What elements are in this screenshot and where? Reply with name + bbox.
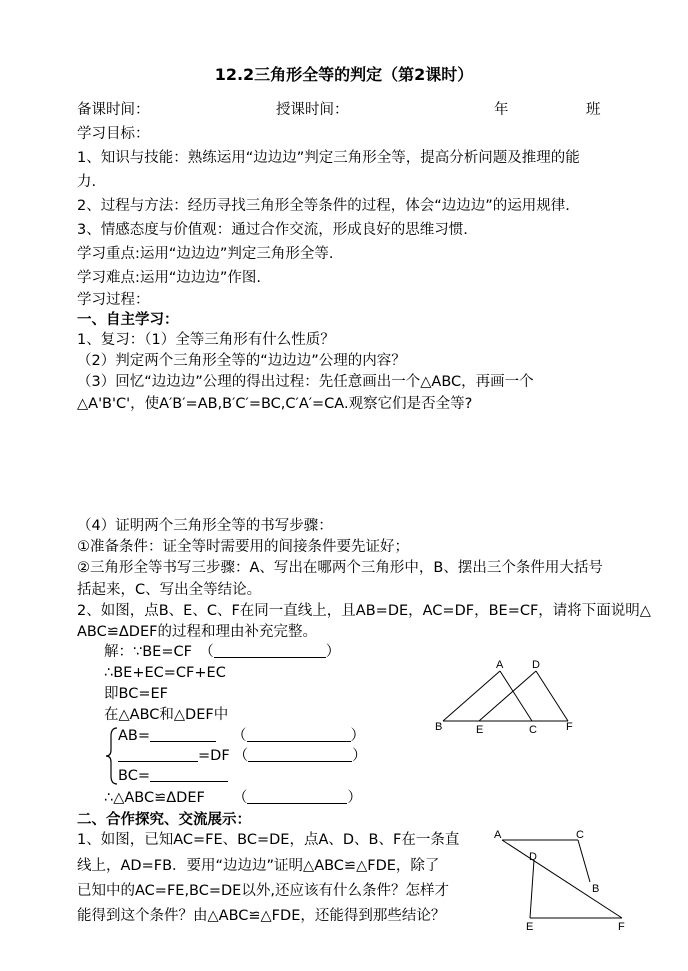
objective-3: 3、情感态度与价值观：通过合作交流，形成良好的思维习惯. (77, 222, 468, 238)
label-f: F (618, 921, 625, 933)
question-3-cont: △A'B'C'，使A′B′=AB,B′C′=BC,C′A′=CA.观察它们是否全等? (77, 396, 473, 412)
question-1: 1、复习：（1）全等三角形有什么性质？ (77, 332, 335, 348)
segment-cb (578, 840, 590, 882)
question-2: （2）判定两个三角形全等的“边边边”公理的内容？ (77, 353, 406, 369)
condition-1-label: AB= (118, 728, 151, 744)
label-d: D (529, 851, 537, 863)
conclusion-line (104, 788, 362, 808)
label-d: D (532, 659, 540, 671)
right-paren: ） (325, 644, 341, 660)
segment-af (502, 840, 622, 918)
label-c: C (576, 829, 584, 841)
solution-given: 解：∵BE=CF （ (104, 644, 214, 660)
section1-heading: 一、自主学习： (77, 312, 179, 328)
teach-time-label: 授课时间： (276, 102, 349, 118)
process-label: 学习过程： (77, 292, 150, 308)
conclusion: ∴△ABC≌ΔDEF (104, 790, 205, 806)
step-2-cont: 括起来，C、写出全等结论。 (77, 582, 262, 598)
key-point: 学习重点:运用“边边边”判定三角形全等. (77, 246, 334, 262)
left-paren: （ (232, 728, 247, 744)
class-label: 班 (586, 102, 601, 118)
condition-3 (118, 766, 228, 786)
condition-2-label: =DF (198, 748, 230, 764)
step-2: ②三角形全等书写三步骤：A、写出在哪两个三角形中，B、摆出三个条件用大括号 (77, 560, 603, 576)
question-4: （4）证明两个三角形全等的书写步骤： (77, 518, 333, 534)
condition-2 (118, 746, 367, 766)
condition-2-reason-blank[interactable] (248, 747, 352, 762)
label-c: C (529, 724, 537, 736)
reason-blank-1[interactable] (214, 643, 326, 658)
objective-2: 2、过程与方法：经历寻找三角形全等条件的过程，体会“边边边”的运用规律. (77, 198, 570, 214)
left-paren: （ (233, 748, 249, 764)
problem-2-cont: ABC≌ΔDEF的过程和理由补充完整。 (77, 624, 317, 640)
label-b: B (435, 721, 443, 733)
conclusion-reason-blank[interactable] (247, 789, 347, 804)
problem-2: 2、如图，点B、E、C、F在同一直线上，且AB=DE，AC=DF，BE=CF，请将下面说明△ (77, 603, 651, 619)
right-paren: ） (350, 728, 366, 744)
solution-line-3: 即BC=EF (104, 686, 168, 702)
solution-line-2: ∴BE+EC=CF+EC (104, 665, 226, 681)
label-e: E (526, 921, 534, 933)
label-b: B (592, 883, 600, 895)
problem-3-line-3: 已知中的AC=FE,BC=DE以外,还应该有什么条件？怎样才 (77, 883, 449, 899)
parallelogram-figure-2 (488, 824, 638, 936)
objective-1: 1、知识与技能：熟练运用“边边边”判定三角形全等，提高分析问题及推理的能 (77, 150, 580, 166)
section2-heading: 二、合作探究、交流展示： (77, 812, 251, 828)
year-label: 年 (494, 102, 509, 118)
condition-1-reason-blank[interactable] (247, 727, 351, 742)
segment-df (536, 671, 568, 721)
label-e: E (476, 724, 484, 736)
solution-line-1 (104, 642, 340, 662)
problem-3-line-2: 线上，AD=FB．要用“边边边”证明△ABC≌△FDE，除了 (77, 858, 440, 874)
page-title: 12.2三角形全等的判定（第2课时） (214, 65, 474, 84)
segment-ab (443, 671, 500, 721)
label-f: F (566, 721, 573, 733)
segment-de (530, 860, 534, 918)
difficult-point: 学习难点:运用“边边边”作图. (77, 270, 262, 286)
objective-1-cont: 力. (77, 174, 97, 190)
condition-3-label: BC= (118, 768, 150, 784)
step-1: ①准备条件：证全等时需要用的间接条件要先证好； (77, 539, 409, 555)
right-paren: ） (352, 748, 367, 764)
condition-2-blank[interactable] (118, 747, 198, 762)
solution-line-4: 在△ABC和△DEF中 (104, 707, 229, 723)
prep-time-label: 备课时间： (77, 102, 150, 118)
right-paren: ） (347, 790, 362, 806)
label-a: A (496, 659, 504, 671)
problem-3: 1、如图，已知AC=FE、BC=DE，点A、D、B、F在一条直 (77, 832, 460, 848)
condition-3-blank[interactable] (150, 767, 228, 782)
condition-1 (118, 726, 365, 746)
label-a: A (494, 829, 502, 841)
problem-3-line-4: 能得到这个条件？由△ABC≌△FDE，还能得到那些结论？ (77, 908, 446, 924)
left-paren: （ (232, 790, 248, 806)
triangle-figure-1 (432, 656, 582, 736)
question-3: （3）回忆“边边边”公理的得出过程：先任意画出一个△ABC，再画一个 (77, 374, 534, 390)
condition-1-blank[interactable] (150, 727, 216, 742)
objectives-label: 学习目标： (77, 126, 150, 142)
